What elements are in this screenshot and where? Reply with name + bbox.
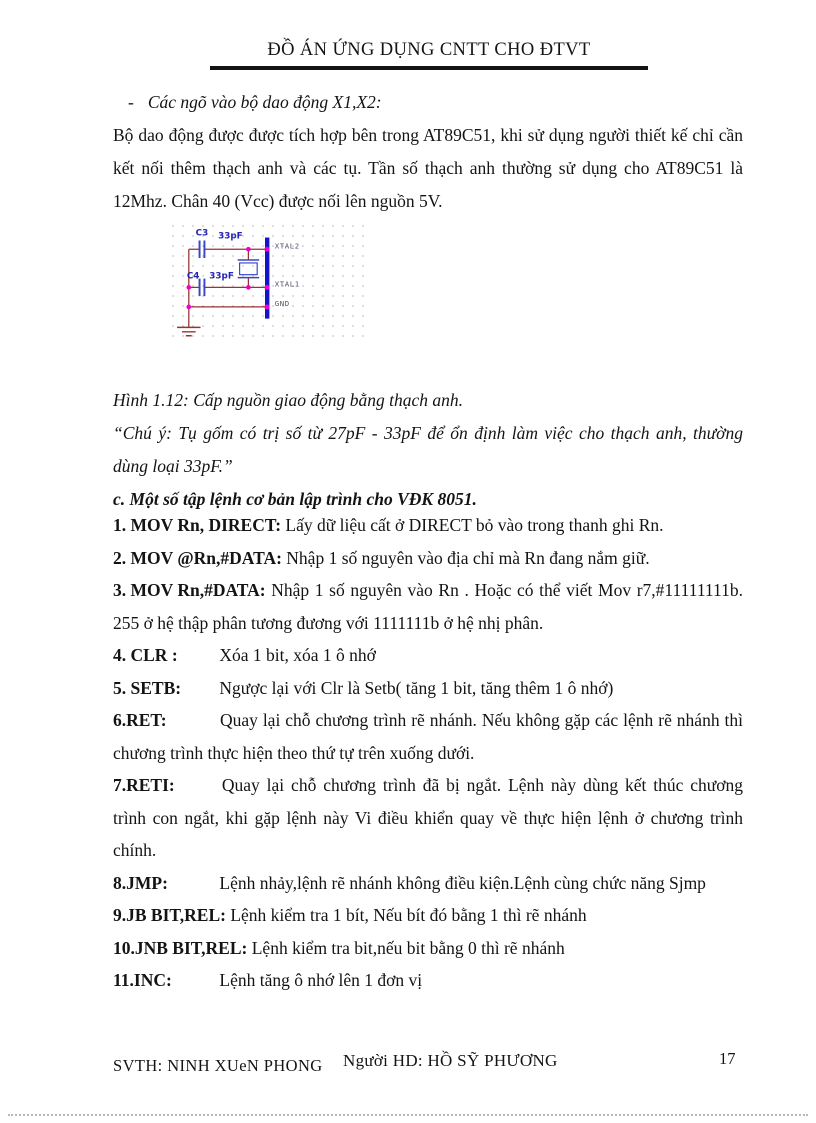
c4-value: 33pF	[209, 271, 234, 282]
section-bullet-heading-text: Các ngõ vào bộ dao động X1,X2:	[147, 92, 382, 112]
figure-image	[165, 218, 365, 345]
instruction-keyword: 1. MOV Rn, DIRECT:	[113, 515, 282, 535]
instruction-description: Ngược lại với Clr là Setb( tăng 1 bit, tăng thêm 1 ô nhớ)	[215, 677, 614, 698]
page-body	[113, 0, 743, 997]
instruction-item	[113, 899, 743, 932]
footer-student: SVTH: NINH XUeN PHONG	[113, 1056, 323, 1075]
instruction-keyword: 9.JB BIT,REL:	[113, 905, 226, 925]
instruction-description: Lệnh tăng ô nhớ lên 1 đơn vị	[215, 970, 423, 990]
capacitor-c3-icon	[200, 240, 205, 258]
instruction-item	[113, 672, 743, 705]
page-header-title: ĐỒ ÁN ỨNG DỤNG CNTT CHO ĐTVT	[210, 40, 648, 70]
crystal-oscillator-schematic	[165, 218, 365, 345]
pin-label-xtal2: XTAL2	[274, 241, 300, 251]
instruction-keyword: 8.JMP:	[113, 872, 168, 893]
instruction-keyword: 2. MOV @Rn,#DATA:	[113, 547, 282, 568]
pin-label-gnd: GND	[274, 298, 290, 308]
body-paragraph: Bộ dao động được được tích hợp bên trong AT89C51, khi sử dụng người thiết kế chỉ cần kết nối thêm thạch anh và các tụ. Tần số thạch anh thường sử dụng cho AT89C51 là 12Mhz. Chân 40 (Vcc) được nối lên nguồn 5V.	[113, 125, 743, 211]
instruction-item	[113, 574, 743, 639]
instruction-item	[113, 542, 743, 575]
instruction-keyword: 11.INC:	[113, 970, 172, 990]
instruction-item	[113, 509, 743, 542]
instruction-description: Lệnh kiểm tra bit,nếu bit bằng 0 thì rẽ nhánh	[247, 937, 565, 958]
instruction-item	[113, 639, 743, 672]
instruction-description: Lấy dữ liệu cất ở DIRECT bỏ vào trong thanh ghi Rn.	[281, 515, 664, 535]
page-bottom-rule	[8, 1114, 808, 1116]
instruction-keyword: 6.RET:	[113, 710, 167, 730]
instruction-section-heading: c. Một số tập lệnh cơ bản lập trình cho VĐK 8051.	[113, 489, 477, 509]
instruction-keyword: 3. MOV Rn,#DATA:	[113, 580, 266, 600]
instruction-description: Quay lại chỗ chương trình đã bị ngắt. Lệnh này dùng kết thúc chương trình con ngắt, khi gặp lệnh này Vi điều khiển quay về thực hiện lệnh ở chương trình chính.	[113, 775, 743, 860]
instruction-keyword: 4. CLR :	[113, 645, 178, 665]
instruction-description: Xóa 1 bit, xóa 1 ô nhớ	[215, 645, 376, 665]
instruction-item	[113, 867, 743, 900]
instruction-keyword: 10.JNB BIT,REL:	[113, 937, 248, 958]
footer-supervisor: Người HD: HỒ SỸ PHƯƠNG	[343, 1051, 558, 1070]
c3-value: 33pF	[218, 231, 243, 242]
crystal-body-icon	[240, 263, 258, 275]
section-bullet-heading	[113, 86, 743, 119]
c3-label: C3	[195, 228, 209, 239]
instruction-keyword: 5. SETB:	[113, 677, 182, 698]
instruction-item	[113, 769, 743, 867]
figure-caption: Hình 1.12: Cấp nguồn giao động bằng thạch anh.	[113, 390, 463, 410]
pin-label-xtal1: XTAL1	[274, 279, 300, 289]
instruction-keyword: 7.RETI:	[113, 775, 175, 795]
instruction-description: Nhập 1 số nguyên vào địa chỉ mà Rn đang nắm giữ.	[281, 547, 650, 568]
instruction-list	[113, 509, 743, 997]
instruction-description: Nhập 1 số nguyên vào Rn . Hoặc có thể viết Mov r7,#11111111b. 255 ở hệ thập phân tương đương với 1111111b ở hệ nhị phân.	[113, 580, 743, 633]
instruction-description: Quay lại chỗ chương trình rẽ nhánh. Nếu không gặp các lệnh rẽ nhánh thì chương trình thực hiện theo thứ tự trên xuống dưới.	[113, 710, 743, 763]
instruction-item	[113, 964, 743, 997]
footer-page-number: 17	[719, 1049, 736, 1068]
instruction-item	[113, 704, 743, 769]
instruction-description: Lệnh nhảy,lệnh rẽ nhánh không điều kiện.Lệnh cùng chức năng Sjmp	[215, 872, 706, 893]
capacitor-c4-icon	[200, 279, 205, 297]
c4-label: C4	[186, 271, 200, 282]
ground-symbol-icon	[177, 327, 200, 335]
instruction-item	[113, 932, 743, 965]
figure-note: “Chú ý: Tụ gốm có trị số từ 27pF - 33pF để ổn định làm việc cho thạch anh, thường dùng loại 33pF.”	[113, 423, 743, 476]
instruction-description: Lệnh kiểm tra 1 bít, Nếu bít đó bằng 1 thì rẽ nhánh	[225, 905, 587, 925]
bullet-dash: -	[128, 92, 134, 112]
